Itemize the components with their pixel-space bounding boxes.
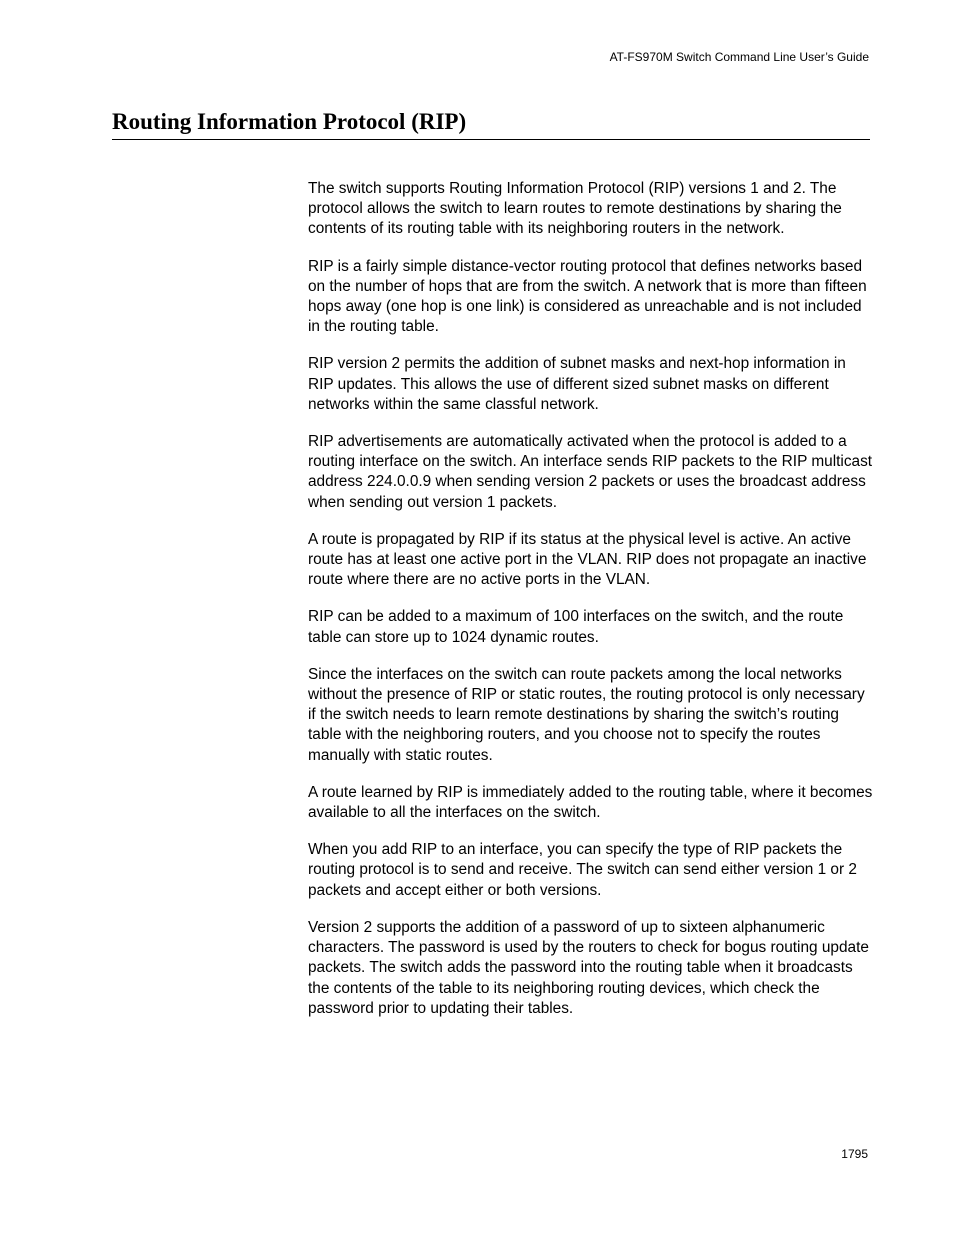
title-divider — [112, 139, 870, 140]
paragraph: RIP advertisements are automatically activated when the protocol is added to a routing interface on the switch. An interface sends RIP packets to the RIP multicast address 224.0.0.9 when sending version 2 packets or uses the broadcast address when sending out version 1 packets. — [308, 433, 873, 511]
paragraph: When you add RIP to an interface, you can specify the type of RIP packets the routing protocol is to send and receive. The switch can send either version 1 or 2 packets and accept either or both versions. — [308, 841, 857, 899]
body-text — [308, 179, 873, 1036]
paragraph: RIP can be added to a maximum of 100 interfaces on the switch, and the route table can store up to 1024 dynamic routes. — [308, 608, 844, 646]
paragraph: Since the interfaces on the switch can route packets among the local networks without the presence of RIP or static routes, the routing protocol is only necessary if the switch needs to learn remote destinations by sharing the switch’s routing table with the neighboring routers, and you choose not to specify the routes manually with static routes. — [308, 665, 865, 764]
running-header: AT-FS970M Switch Command Line User’s Guide — [609, 50, 869, 64]
paragraph: Version 2 supports the addition of a password of up to sixteen alphanumeric characters. The password is used by the routers to check for bogus routing update packets. The switch adds the password into the routing table when it broadcasts the contents of the table to its neighboring routing devices, which check the password prior to updating their tables. — [308, 918, 869, 1017]
paragraph: A route learned by RIP is immediately added to the routing table, where it becomes available to all the interfaces on the switch. — [308, 783, 873, 822]
paragraph: A route is propagated by RIP if its status at the physical level is active. An active route has at least one active port in the VLAN. RIP does not propagate an inactive route where there are no active ports in the VLAN. — [308, 530, 867, 589]
section-title: Routing Information Protocol (RIP) — [112, 109, 467, 134]
paragraph: RIP version 2 permits the addition of subnet masks and next-hop information in RIP updates. This allows the use of different sized subnet masks on different networks within the same classful network. — [308, 355, 846, 413]
paragraph: RIP is a fairly simple distance-vector routing protocol that defines networks based on the number of hops that are from the switch. A network that is more than fifteen hops away (one hop is one link) is considered as unreachable and is not included in the routing table. — [308, 257, 867, 336]
paragraph: The switch supports Routing Information Protocol (RIP) versions 1 and 2. The protocol allows the switch to learn routes to remote destinations by sharing the contents of its routing table with its neighboring routers in the network. — [308, 180, 842, 238]
page-number: 1795 — [841, 1147, 868, 1161]
